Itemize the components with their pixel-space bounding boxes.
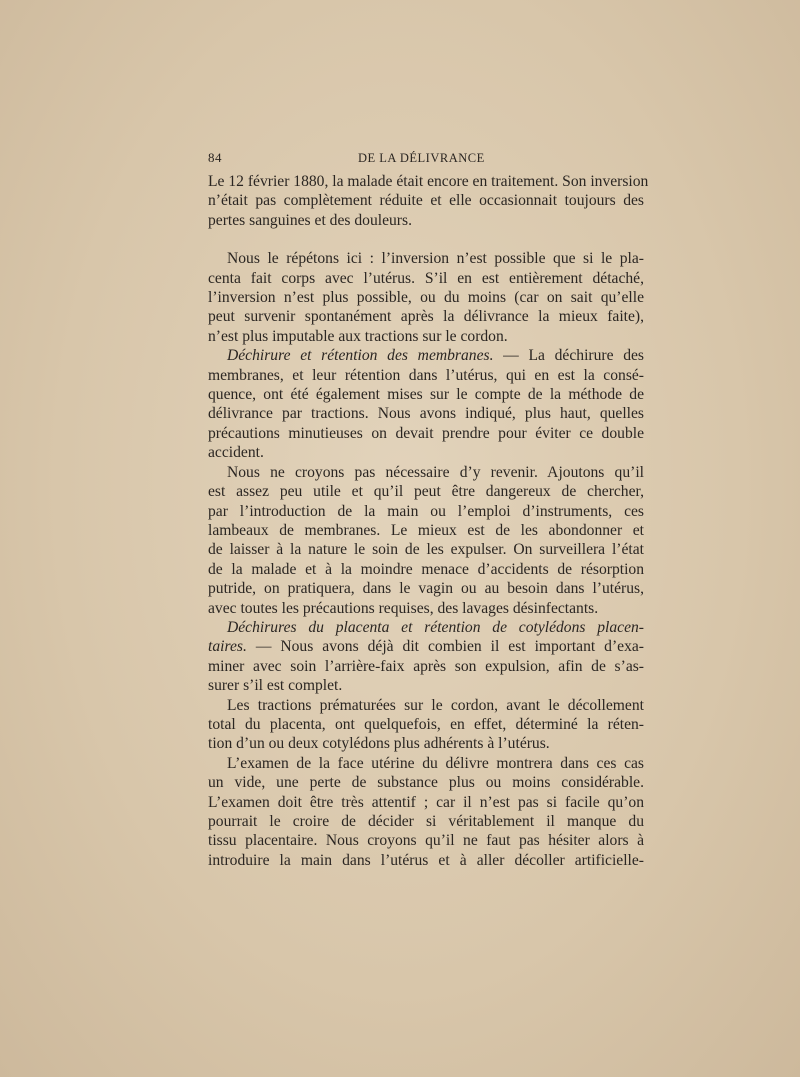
italic-heading: Déchirures du placenta et rétention de cotylédons placen- <box>227 618 644 636</box>
text-line: de la malade et à la moindre menace d’accidents de résorption <box>208 560 644 578</box>
text-line: Le 12 février 1880, la malade était encore en traitement. Son inversion <box>208 173 649 190</box>
text-line: introduire la main dans l’utérus et à aller décoller artificielle- <box>208 851 644 869</box>
text-line: taires. — Nous avons déjà dit combien il est important d’exa- <box>208 638 644 656</box>
text-line: avec toutes les précautions requises, des lavages désinfectants. <box>208 599 599 617</box>
text-line: par l’introduction de la main ou l’emploi d’instruments, ces <box>208 502 644 520</box>
text-line: surer s’il est complet. <box>208 677 343 695</box>
text-line: L’examen doit être très attentif ; car il n’est pas si facile qu’on <box>208 793 644 811</box>
paragraph <box>208 346 644 462</box>
text-line <box>208 618 644 637</box>
text-line: centa fait corps avec l’utérus. S’il en est entièrement détaché, <box>208 269 644 287</box>
book-page <box>208 150 649 870</box>
italic-heading: Déchirure et rétention des membranes. <box>227 347 494 365</box>
text-line: Déchirure et rétention des membranes. — La déchirure des <box>227 347 644 365</box>
text-line: putride, on pratiquera, dans le vagin ou au besoin dans l’utérus, <box>208 580 644 598</box>
text-line: accident. <box>208 444 264 462</box>
page-number: 84 <box>208 150 222 165</box>
running-header <box>208 150 644 172</box>
paragraph <box>208 618 644 696</box>
text-line: l’inversion n’est plus possible, ou du moins (car on sait qu’elle <box>208 289 644 307</box>
text-line: est assez peu utile et qu’il peut être dangereux de chercher, <box>208 483 644 501</box>
text-line: miner avec soin l’arrière-faix après son expulsion, afin de s’as- <box>208 657 644 675</box>
text-line: tion d’un ou deux cotylédons plus adhérents à l’utérus. <box>208 735 550 753</box>
text-line: pourrait le croire de décider si véritablement il manque du <box>208 813 644 830</box>
text-line: lambeaux de membranes. Le mieux est de les abondonner et <box>208 521 644 539</box>
paragraph <box>208 463 644 618</box>
text-line: tissu placentaire. Nous croyons qu’il ne faut pas hésiter alors à <box>208 832 644 850</box>
text-line: pertes sanguines et des douleurs. <box>208 211 412 229</box>
italic-heading-cont: taires. <box>208 638 247 656</box>
paragraph <box>208 696 644 754</box>
text-line: membranes, et leur rétention dans l’utérus, qui en est la consé- <box>208 366 644 384</box>
text-line: quence, ont été également mises sur le compte de la méthode de <box>208 386 644 404</box>
text-line: Les tractions prématurées sur le cordon, avant le décollement <box>227 696 644 714</box>
text-line: Nous ne croyons pas nécessaire d’y revenir. Ajoutons qu’il <box>227 463 644 481</box>
paragraph <box>208 249 644 346</box>
paragraph <box>208 172 649 230</box>
text-line: total du placenta, ont quelquefois, en effet, déterminé la réten- <box>208 715 644 733</box>
body-text <box>208 172 649 870</box>
running-title: DE LA DÉLIVRANCE <box>358 151 485 165</box>
text-line: de laisser à la nature le soin de les expulser. On surveillera l’état <box>208 541 644 559</box>
text-line: Nous le répétons ici : l’inversion n’est possible que si le pla- <box>227 250 644 268</box>
text-line: n’est plus imputable aux tractions sur le cordon. <box>208 327 508 345</box>
text-line: précautions minutieuses on devait prendre pour éviter ce double <box>208 424 644 442</box>
text-line: n’était pas complètement réduite et elle occasionnait toujours des <box>208 192 644 210</box>
paragraph <box>208 754 644 870</box>
text-line: peut survenir spontanément après la délivrance la mieux faite), <box>208 308 644 326</box>
text-line: un vide, une perte de substance plus ou moins considérable. <box>208 774 644 792</box>
text-line: délivrance par tractions. Nous avons indiqué, plus haut, quelles <box>208 405 644 423</box>
text-line: L’examen de la face utérine du délivre montrera dans ces cas <box>227 754 644 772</box>
